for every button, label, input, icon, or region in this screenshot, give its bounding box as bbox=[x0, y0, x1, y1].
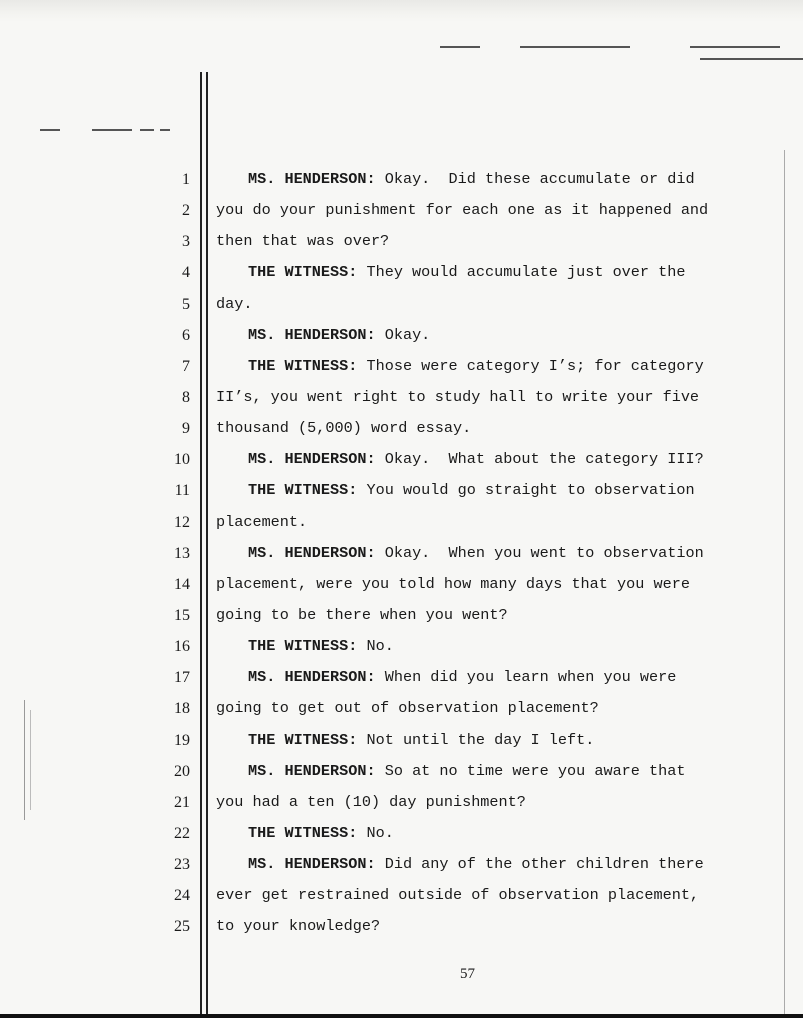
transcript-line bbox=[150, 320, 790, 351]
line-number: 1 bbox=[182, 171, 190, 188]
line-number: 14 bbox=[174, 575, 190, 593]
scan-mark bbox=[520, 46, 630, 48]
speaker-label: THE WITNESS: bbox=[248, 481, 358, 500]
line-content: day. bbox=[216, 294, 253, 313]
line-number: 7 bbox=[182, 357, 190, 375]
line-text bbox=[216, 662, 676, 693]
line-number: 21 bbox=[174, 793, 190, 811]
speaker-label: THE WITNESS: bbox=[248, 730, 358, 749]
scan-mark bbox=[40, 129, 60, 131]
transcript-line bbox=[150, 818, 790, 849]
transcript-line bbox=[150, 911, 790, 942]
line-number: 18 bbox=[174, 700, 190, 718]
line-text bbox=[216, 444, 704, 475]
line-text bbox=[216, 880, 699, 911]
line-content: ever get restrained outside of observation placement, bbox=[216, 886, 700, 905]
line-text bbox=[216, 475, 695, 506]
line-text bbox=[216, 538, 704, 569]
line-content: thousand (5,000) word essay. bbox=[216, 419, 472, 438]
transcript-line bbox=[150, 226, 790, 257]
line-content: going to be there when you went? bbox=[216, 605, 508, 624]
line-number: 5 bbox=[182, 295, 190, 313]
transcript-line bbox=[150, 195, 790, 226]
transcript-line bbox=[150, 413, 790, 444]
transcript-line bbox=[150, 600, 790, 631]
line-content: going to get out of observation placement? bbox=[216, 699, 599, 718]
speaker-label: MS. HENDERSON: bbox=[248, 170, 376, 188]
line-number: 3 bbox=[182, 233, 190, 251]
line-text bbox=[216, 600, 508, 631]
line-content: Those were category I’s; for category bbox=[357, 356, 704, 375]
speaker-label: THE WITNESS: bbox=[248, 356, 358, 375]
line-text bbox=[216, 849, 704, 880]
transcript-line bbox=[150, 725, 790, 756]
line-content: II’s, you went right to study hall to write your five bbox=[216, 387, 700, 406]
scan-speck bbox=[24, 700, 25, 820]
speaker-label: MS. HENDERSON: bbox=[248, 543, 376, 562]
scan-mark bbox=[690, 46, 780, 48]
transcript-line bbox=[150, 444, 790, 475]
line-number: 11 bbox=[174, 482, 190, 500]
transcript-line bbox=[150, 787, 790, 818]
line-text bbox=[216, 756, 686, 787]
line-content: you had a ten (10) day punishment? bbox=[216, 792, 526, 811]
line-content: You would go straight to observation bbox=[357, 481, 695, 500]
line-number: 10 bbox=[174, 451, 190, 469]
line-content: placement. bbox=[216, 512, 308, 531]
page-number: 57 bbox=[460, 966, 475, 982]
transcript-line bbox=[150, 849, 790, 880]
line-content: you do your punishment for each one as it happened and bbox=[216, 201, 709, 220]
line-text bbox=[216, 226, 389, 257]
line-text bbox=[216, 693, 599, 724]
line-text bbox=[216, 195, 708, 226]
transcript-line bbox=[150, 662, 790, 693]
line-text bbox=[216, 911, 380, 942]
line-content: Okay. What about the category III? bbox=[375, 450, 704, 469]
speaker-label: MS. HENDERSON: bbox=[248, 450, 376, 469]
line-text bbox=[216, 320, 430, 351]
line-content: No. bbox=[357, 637, 394, 656]
line-text bbox=[216, 257, 685, 288]
scan-mark bbox=[92, 129, 132, 131]
line-number: 2 bbox=[182, 202, 190, 220]
speaker-label: MS. HENDERSON: bbox=[248, 761, 376, 780]
line-number: 17 bbox=[174, 669, 190, 687]
transcript-line bbox=[150, 475, 790, 506]
line-text bbox=[216, 413, 471, 444]
transcript-line bbox=[150, 693, 790, 724]
line-number: 12 bbox=[174, 513, 190, 531]
line-text bbox=[216, 787, 526, 818]
transcript-line bbox=[150, 756, 790, 787]
line-number: 22 bbox=[174, 824, 190, 842]
transcript-line bbox=[150, 507, 790, 538]
line-text bbox=[216, 818, 394, 849]
line-number: 20 bbox=[174, 762, 190, 780]
line-text bbox=[216, 569, 690, 600]
speaker-label: MS. HENDERSON: bbox=[248, 855, 376, 874]
line-number: 13 bbox=[174, 544, 190, 562]
transcript-line bbox=[150, 289, 790, 320]
transcript-line bbox=[150, 351, 790, 382]
transcript-line bbox=[150, 631, 790, 662]
scan-speck bbox=[30, 710, 31, 810]
line-text bbox=[216, 382, 699, 413]
scan-mark bbox=[700, 58, 803, 60]
line-content: Did any of the other children there bbox=[375, 855, 704, 874]
line-text bbox=[216, 725, 594, 756]
line-content: Okay. Did these accumulate or did bbox=[375, 170, 695, 188]
line-content: Okay. When you went to observation bbox=[375, 543, 704, 562]
line-content: They would accumulate just over the bbox=[357, 263, 686, 282]
scan-mark bbox=[440, 46, 480, 48]
scan-bottom-edge bbox=[0, 1014, 803, 1018]
transcript-line bbox=[150, 538, 790, 569]
transcript-line bbox=[150, 257, 790, 288]
speaker-label: MS. HENDERSON: bbox=[248, 325, 376, 344]
transcript-line bbox=[150, 382, 790, 413]
line-text bbox=[216, 351, 704, 382]
line-number: 16 bbox=[174, 638, 190, 656]
line-number: 9 bbox=[182, 420, 190, 438]
line-text bbox=[216, 164, 695, 195]
speaker-label: MS. HENDERSON: bbox=[248, 668, 376, 687]
line-content: No. bbox=[357, 823, 394, 842]
line-content: then that was over? bbox=[216, 232, 390, 251]
line-number: 6 bbox=[182, 326, 190, 344]
line-number: 25 bbox=[174, 918, 190, 936]
line-content: When did you learn when you were bbox=[375, 668, 677, 687]
line-content: So at no time were you aware that bbox=[375, 761, 686, 780]
scan-mark bbox=[160, 129, 170, 131]
line-content: Okay. bbox=[375, 325, 431, 344]
line-content: to your knowledge? bbox=[216, 917, 381, 936]
line-content: placement, were you told how many days that you were bbox=[216, 574, 690, 593]
line-content: Not until the day I left. bbox=[357, 730, 595, 749]
line-number: 4 bbox=[182, 264, 190, 282]
line-text bbox=[216, 507, 307, 538]
speaker-label: THE WITNESS: bbox=[248, 637, 358, 656]
scan-top-edge bbox=[0, 0, 803, 22]
line-number: 8 bbox=[182, 388, 190, 406]
line-text bbox=[216, 289, 252, 320]
scan-mark bbox=[140, 129, 154, 131]
line-number: 15 bbox=[174, 606, 190, 624]
transcript-body bbox=[150, 164, 790, 943]
line-text bbox=[216, 631, 394, 662]
transcript-line bbox=[150, 569, 790, 600]
speaker-label: THE WITNESS: bbox=[248, 823, 358, 842]
transcript-line bbox=[150, 164, 790, 195]
line-number: 23 bbox=[174, 856, 190, 874]
speaker-label: THE WITNESS: bbox=[248, 263, 358, 282]
transcript-line bbox=[150, 880, 790, 911]
line-number: 24 bbox=[174, 887, 190, 905]
line-number: 19 bbox=[174, 731, 190, 749]
